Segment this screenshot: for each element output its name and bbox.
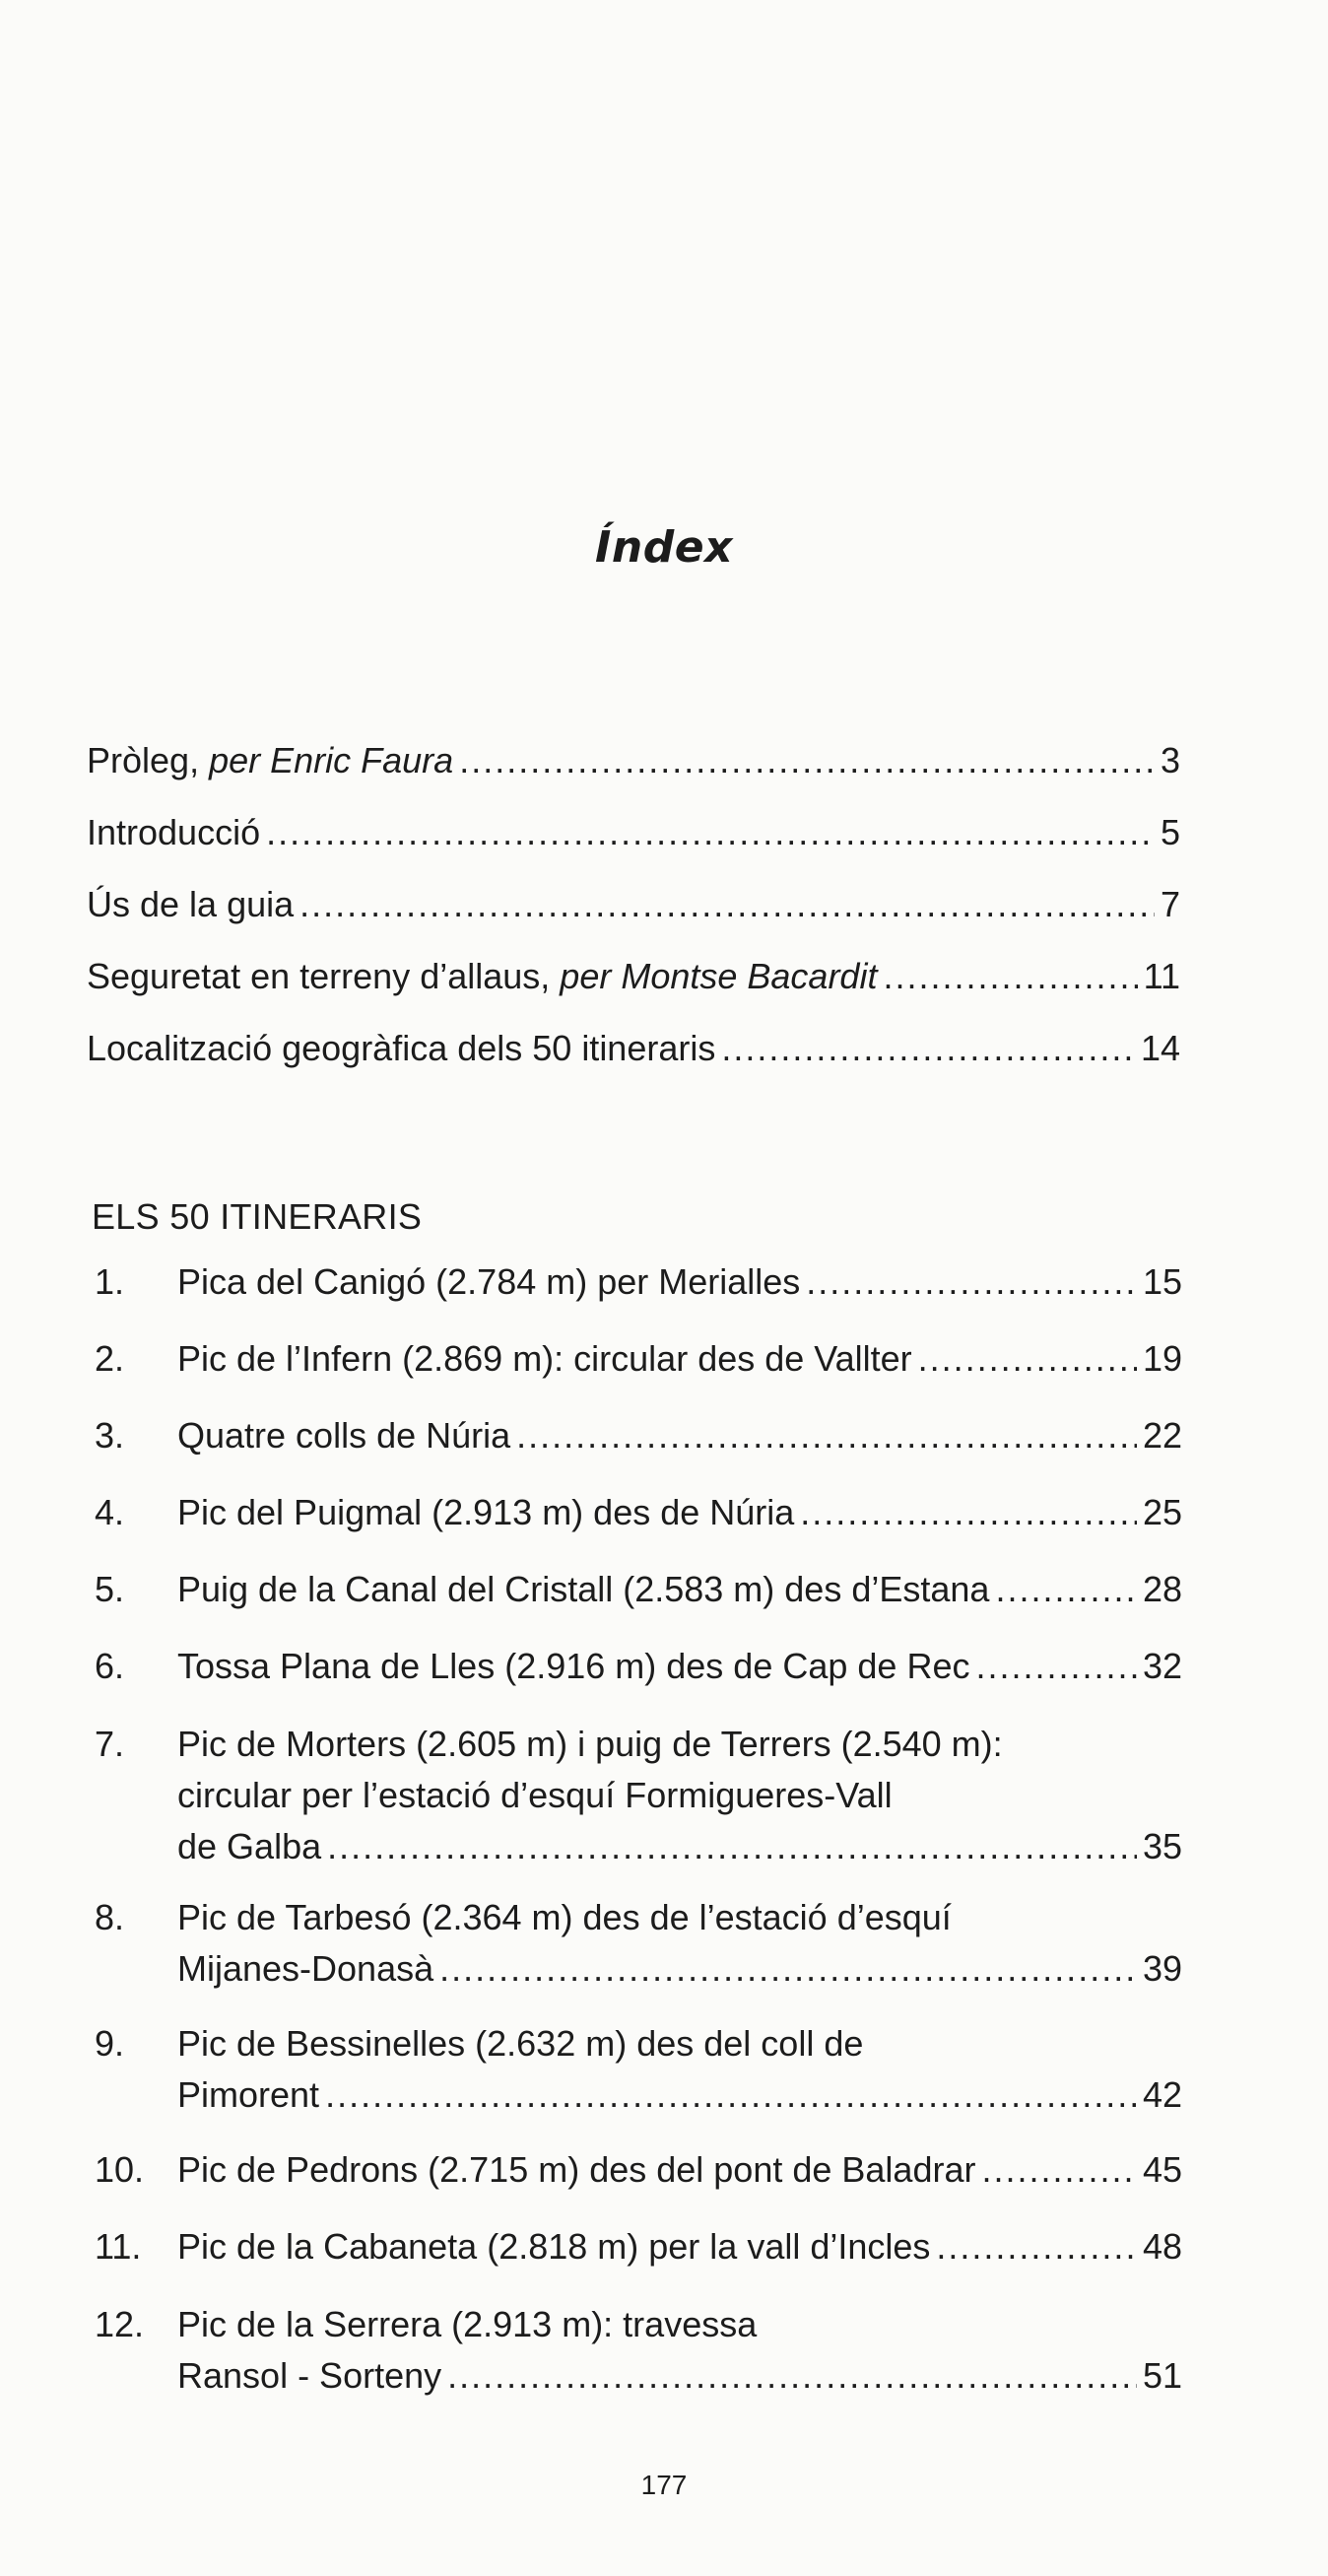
dot-leader [981, 2144, 1136, 2196]
itinerary-title-line: Pic de Tarbesó (2.364 m) des de l’estació d’esquí [177, 1897, 952, 1937]
dot-leader [325, 2069, 1137, 2121]
itinerary-title-line: Pica del Canigó (2.784 m) per Merialles [177, 1261, 801, 1302]
dot-leader [975, 1641, 1136, 1692]
toc-entry [87, 1029, 1180, 1068]
dot-leader [806, 1256, 1137, 1308]
itinerary-title-line: Pic de l’Infern (2.869 m): circular des de Vallter [177, 1338, 912, 1379]
itinerary-title-line: Puig de la Canal del Cristall (2.583 m) des d’Estana [177, 1569, 990, 1609]
toc-entry-label: Seguretat en terreny d’allaus, per Montse Bacardit [87, 956, 878, 996]
itinerary-page: 28 [1142, 1569, 1182, 1609]
toc-entry-label: Introducció [87, 812, 261, 852]
itinerary-number: 3. [95, 1415, 125, 1456]
itinerary-title-line: Pic de la Cabaneta (2.818 m) per la vall d’Incles [177, 2226, 931, 2267]
dot-leader [447, 2350, 1137, 2402]
itinerary-page: 45 [1142, 2149, 1182, 2190]
itinerary-page: 42 [1142, 2074, 1182, 2115]
dot-leader [995, 1564, 1137, 1615]
itinerary-page: 25 [1142, 1492, 1182, 1532]
itinerary-title-line: Mijanes-Donasà [177, 1948, 434, 1989]
itinerary-number: 8. [95, 1897, 125, 1937]
toc-entry-page: 7 [1160, 884, 1180, 924]
itinerary-title-line: Pic de Pedrons (2.715 m) des del pont de Baladrar [177, 2149, 976, 2190]
itinerary-number: 12. [95, 2304, 145, 2344]
toc-entry [87, 741, 1180, 780]
toc-entry-page: 11 [1143, 956, 1180, 996]
itinerary-number: 11. [95, 2226, 142, 2267]
itinerary-title-line: Pic de la Serrera (2.913 m): travessa [177, 2304, 758, 2344]
itinerary-page: 32 [1142, 1646, 1182, 1686]
itinerary-title-line: Ransol - Sorteny [177, 2355, 442, 2396]
itinerary-title-line: Quatre colls de Núria [177, 1415, 511, 1456]
itinerary-title-line: Pic de Morters (2.605 m) i puig de Terrers (2.540 m): [177, 1724, 1003, 1764]
itinerary-page: 15 [1142, 1261, 1182, 1302]
dot-leader [721, 1029, 1135, 1068]
itinerary-title-line: Pimorent [177, 2074, 320, 2115]
toc-entry [87, 813, 1180, 852]
itinerary-number: 10. [95, 2149, 145, 2190]
itinerary-number: 6. [95, 1646, 125, 1686]
page-title: Índex [595, 522, 733, 573]
itinerary-number: 1. [95, 1261, 125, 1302]
itinerary-title-line: de Galba [177, 1826, 322, 1866]
toc-entry-label: Pròleg, per Enric Faura [87, 740, 454, 780]
toc-entry [87, 885, 1180, 924]
toc-entry-page: 3 [1160, 740, 1180, 780]
itinerary-page: 35 [1142, 1826, 1182, 1866]
itinerary-page: 22 [1142, 1415, 1182, 1456]
toc-entry [87, 957, 1180, 996]
toc-entry-page: 14 [1140, 1028, 1180, 1068]
itinerary-title-line: Pic del Puigmal (2.913 m) des de Núria [177, 1492, 795, 1532]
dot-leader [918, 1333, 1137, 1385]
itinerary-number: 5. [95, 1569, 125, 1609]
itinerary-number: 7. [95, 1724, 125, 1764]
section-heading: ELS 50 ITINERARIS [92, 1196, 423, 1237]
itinerary-page: 48 [1142, 2226, 1182, 2267]
toc-entry-author: per Montse Bacardit [560, 956, 878, 996]
dot-leader [936, 2221, 1137, 2272]
toc-entry-author: per Enric Faura [209, 740, 454, 780]
dot-leader [266, 813, 1155, 852]
dot-leader [459, 741, 1155, 780]
dot-leader [299, 885, 1155, 924]
dot-leader [800, 1487, 1137, 1538]
itinerary-title-line: circular per l’estació d’esquí Formigueres-Vall [177, 1775, 893, 1815]
itinerary-page: 39 [1142, 1948, 1182, 1989]
itinerary-number: 4. [95, 1492, 125, 1532]
page-number: 177 [640, 2470, 688, 2500]
dot-leader [883, 957, 1137, 996]
dot-leader [516, 1410, 1137, 1461]
itinerary-page: 51 [1142, 2355, 1182, 2396]
itinerary-title-line: Tossa Plana de Lles (2.916 m) des de Cap de Rec [177, 1646, 970, 1686]
dot-leader [439, 1943, 1137, 1995]
toc-entry-label: Ús de la guia [87, 884, 295, 924]
itinerary-number: 2. [95, 1338, 125, 1379]
itinerary-number: 9. [95, 2023, 125, 2064]
itinerary-title-line: Pic de Bessinelles (2.632 m) des del coll de [177, 2023, 864, 2064]
toc-entry-page: 5 [1160, 812, 1180, 852]
toc-entry-label: Localització geogràfica dels 50 itineraris [87, 1028, 716, 1068]
itinerary-page: 19 [1142, 1338, 1182, 1379]
dot-leader [327, 1821, 1137, 1872]
